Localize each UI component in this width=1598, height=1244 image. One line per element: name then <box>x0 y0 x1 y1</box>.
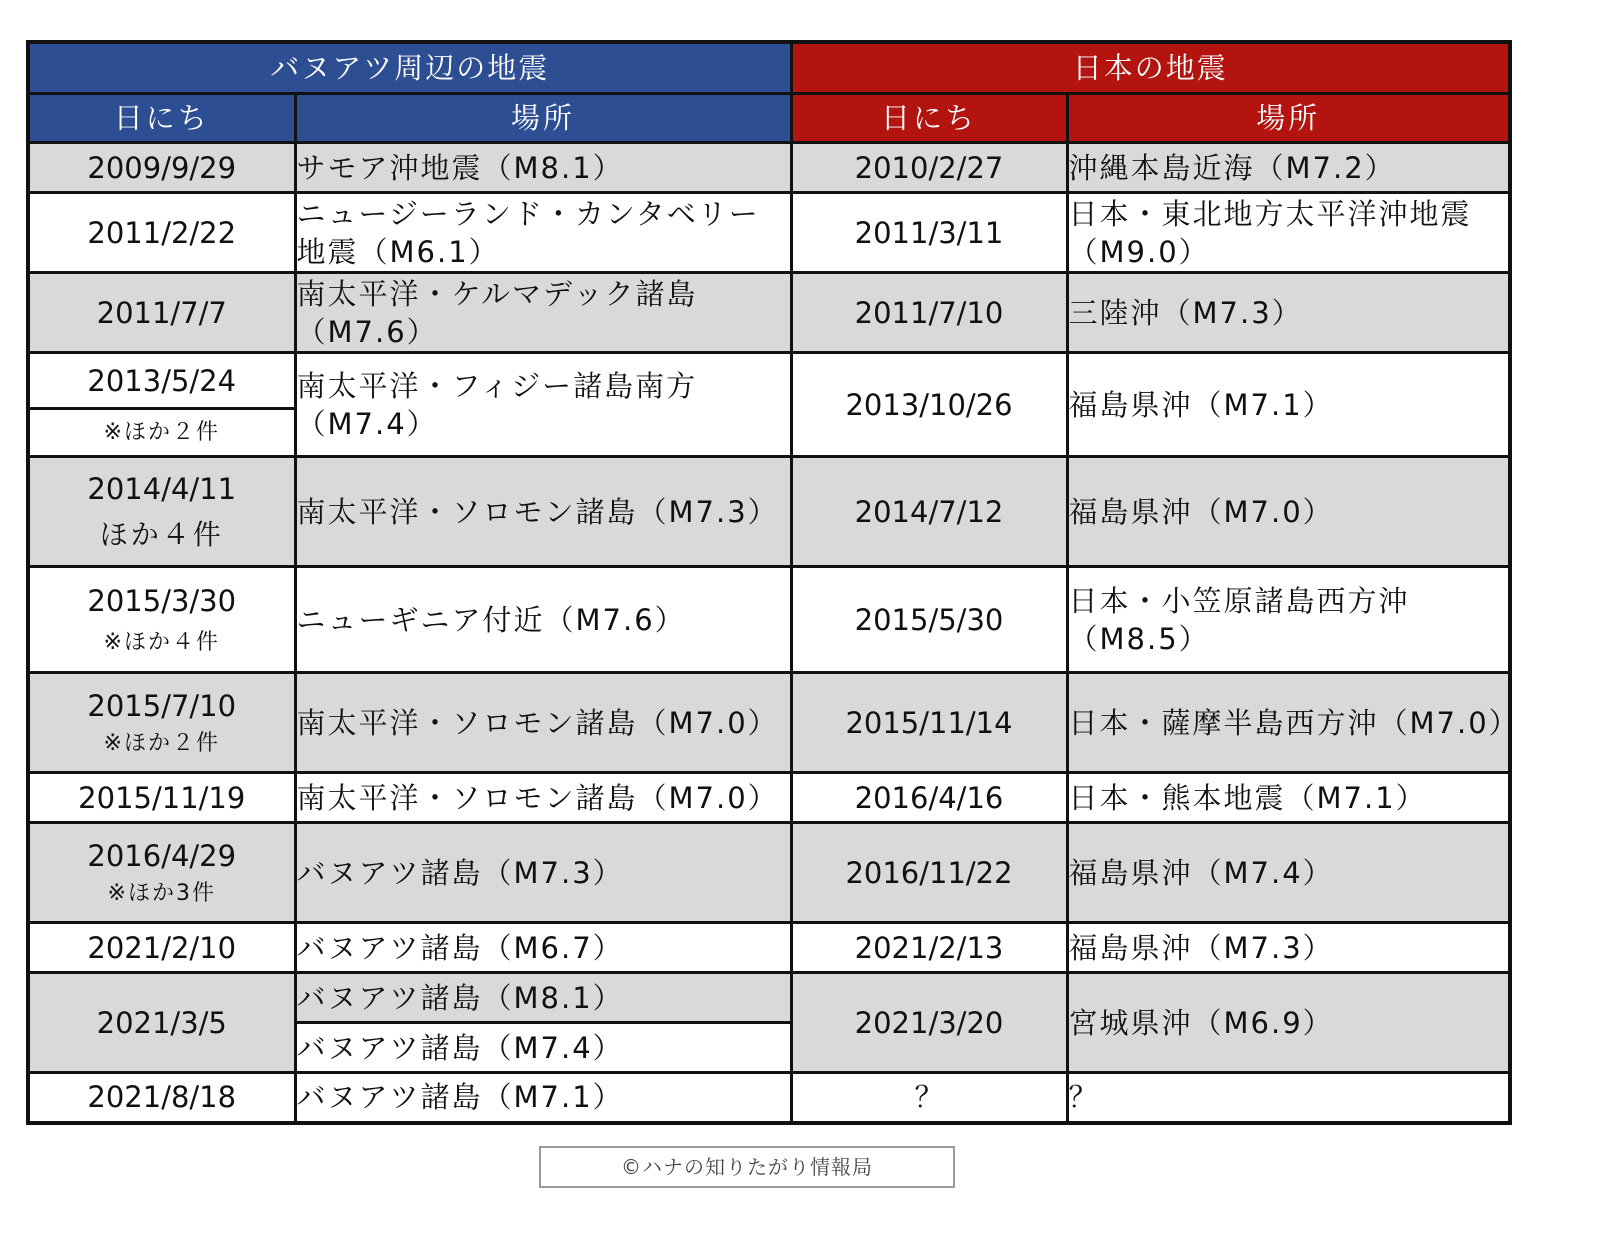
japan-place: 日本・小笠原諸島西方沖（M8.5） <box>1067 567 1510 673</box>
vanuatu-date-cell <box>28 567 295 673</box>
vanuatu-note-text: ※ほか3件 <box>107 880 216 906</box>
table-row <box>28 193 1510 273</box>
table-row <box>28 457 1510 567</box>
vanuatu-date: 2015/3/30 <box>87 583 237 618</box>
table-row <box>28 273 1510 353</box>
earthquake-comparison-table <box>26 40 1520 1125</box>
japan-place: 福島県沖（M7.0） <box>1067 457 1510 567</box>
table-row <box>28 823 1510 923</box>
japan-place: 三陸沖（M7.3） <box>1067 273 1510 353</box>
japan-date: 2013/10/26 <box>791 353 1067 457</box>
vanuatu-date: 2011/7/7 <box>28 273 295 353</box>
vanuatu-date: 2015/11/19 <box>28 773 295 823</box>
japan-place: 福島県沖（M7.1） <box>1067 353 1510 457</box>
vanuatu-date: 2021/8/18 <box>28 1073 295 1123</box>
vanuatu-place: サモア沖地震（M8.1） <box>295 143 791 193</box>
vanuatu-place: 南太平洋・ソロモン諸島（M7.3） <box>295 457 791 567</box>
vanuatu-date: 2011/2/22 <box>28 193 295 273</box>
table-row <box>28 973 1510 1023</box>
table-row <box>28 143 1510 193</box>
vanuatu-date: 2009/9/29 <box>28 143 295 193</box>
vanuatu-date: 2016/4/29 <box>87 838 237 873</box>
vanuatu-note-text: ※ほか２件 <box>103 419 220 445</box>
japan-date: 2010/2/27 <box>791 143 1067 193</box>
vanuatu-place-header: 場所 <box>295 94 791 143</box>
japan-date: ？ <box>791 1073 1067 1123</box>
japan-date-header: 日にち <box>791 94 1067 143</box>
japan-date: 2021/2/13 <box>791 923 1067 973</box>
japan-place: 沖縄本島近海（M7.2） <box>1067 143 1510 193</box>
vanuatu-place: ニュージーランド・カンタベリー地震（M6.1） <box>295 193 791 273</box>
table-row <box>28 673 1510 773</box>
vanuatu-place: バヌアツ諸島（M7.4） <box>295 1023 791 1073</box>
column-header-row <box>28 94 1510 143</box>
japan-place: 福島県沖（M7.3） <box>1067 923 1510 973</box>
table-row <box>28 567 1510 673</box>
japan-place: 福島県沖（M7.4） <box>1067 823 1510 923</box>
vanuatu-date: 2015/7/10 <box>87 688 237 723</box>
vanuatu-place: バヌアツ諸島（M7.1） <box>295 1073 791 1123</box>
table-row <box>28 923 1510 973</box>
table-row <box>28 773 1510 823</box>
japan-place: 宮城県沖（M6.9） <box>1067 973 1510 1073</box>
vanuatu-place: バヌアツ諸島（M6.7） <box>295 923 791 973</box>
vanuatu-date: 2021/3/5 <box>28 973 295 1073</box>
japan-place: 日本・東北地方太平洋沖地震（M9.0） <box>1067 193 1510 273</box>
vanuatu-date-header: 日にち <box>28 94 295 143</box>
vanuatu-place: ニューギニア付近（M7.6） <box>295 567 791 673</box>
vanuatu-note <box>28 409 295 457</box>
japan-place-header: 場所 <box>1067 94 1510 143</box>
vanuatu-place: 南太平洋・ソロモン諸島（M7.0） <box>295 673 791 773</box>
table-row <box>28 353 1510 409</box>
japan-date: 2014/7/12 <box>791 457 1067 567</box>
vanuatu-place: 南太平洋・ソロモン諸島（M7.0） <box>295 773 791 823</box>
vanuatu-date-cell <box>28 823 295 923</box>
japan-date: 2021/3/20 <box>791 973 1067 1073</box>
japan-title: 日本の地震 <box>791 42 1510 94</box>
vanuatu-date: 2021/2/10 <box>28 923 295 973</box>
table-row <box>28 1073 1510 1123</box>
title-row <box>28 42 1510 94</box>
vanuatu-place: 南太平洋・ケルマデック諸島（M7.6） <box>295 273 791 353</box>
japan-date: 2016/11/22 <box>791 823 1067 923</box>
vanuatu-date: 2014/4/11 <box>87 471 237 506</box>
vanuatu-date-cell <box>28 673 295 773</box>
japan-date: 2011/7/10 <box>791 273 1067 353</box>
japan-place: ？ <box>1067 1073 1510 1123</box>
vanuatu-place: バヌアツ諸島（M8.1） <box>295 973 791 1023</box>
copyright-credit: ©ハナの知りたがり情報局 <box>539 1146 955 1188</box>
japan-date: 2015/5/30 <box>791 567 1067 673</box>
japan-date: 2015/11/14 <box>791 673 1067 773</box>
vanuatu-note-text: ほか４件 <box>99 517 224 551</box>
vanuatu-note-text: ※ほか４件 <box>103 629 220 655</box>
vanuatu-date-cell <box>28 457 295 567</box>
japan-date: 2016/4/16 <box>791 773 1067 823</box>
vanuatu-title: バヌアツ周辺の地震 <box>28 42 791 94</box>
vanuatu-note-text: ※ほか２件 <box>103 730 220 756</box>
japan-place: 日本・薩摩半島西方沖（M7.0） <box>1067 673 1510 773</box>
vanuatu-date: 2013/5/24 <box>28 353 295 409</box>
japan-place: 日本・熊本地震（M7.1） <box>1067 773 1510 823</box>
vanuatu-place: 南太平洋・フィジー諸島南方（M7.4） <box>295 353 791 457</box>
vanuatu-place: バヌアツ諸島（M7.3） <box>295 823 791 923</box>
japan-date: 2011/3/11 <box>791 193 1067 273</box>
